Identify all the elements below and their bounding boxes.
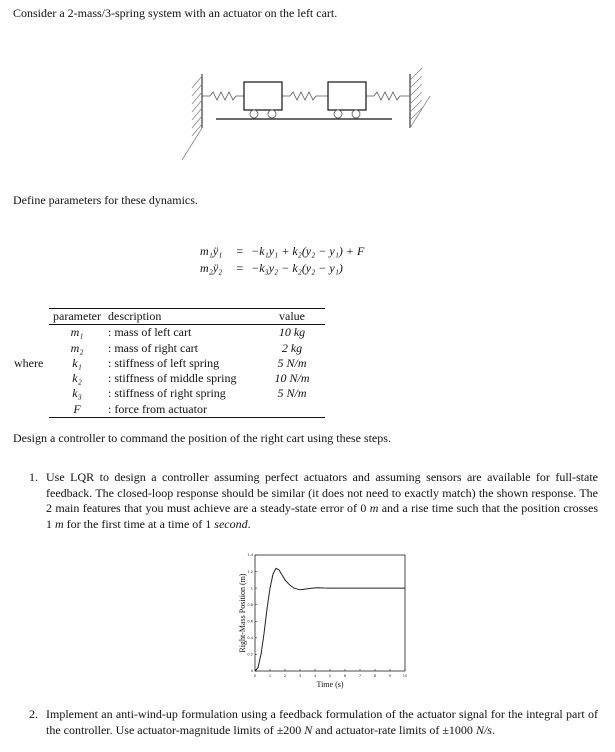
equation-rhs: −k₁y₁ + k₂(y₂ − y₁) + F: [251, 244, 365, 258]
header-value: value: [259, 309, 325, 325]
x-tick-label: 9: [388, 674, 392, 678]
table-row: [14, 402, 325, 418]
right-wall-icon: [410, 68, 430, 128]
param-cell: k₃: [72, 386, 82, 401]
where-label: where: [14, 355, 44, 370]
x-tick-label: 7: [358, 674, 362, 678]
equation-row: [200, 260, 364, 277]
param-cell: k₁: [72, 355, 82, 370]
unit-newton: N: [304, 722, 313, 737]
table-row: [14, 371, 325, 386]
parameter-table: [14, 308, 325, 418]
desc-cell: : stiffness of left spring: [108, 355, 220, 370]
unit-m: m: [55, 516, 64, 531]
table-row: [14, 341, 325, 356]
step-text-run: and a rise time such that the position crosses 1: [46, 501, 598, 531]
desc-cell: : stiffness of middle spring: [108, 371, 237, 386]
table-header-row: [14, 309, 325, 325]
y-tick-label: 0: [250, 669, 253, 674]
unit-second: second: [214, 516, 248, 531]
step-text-run: for the first time at a time of 1: [63, 516, 215, 531]
equation-rel: =: [236, 244, 244, 258]
x-tick-label: 0: [253, 674, 257, 678]
x-tick-label: 2: [283, 674, 287, 678]
table-row: [14, 386, 325, 401]
left-spring-icon: [202, 92, 244, 100]
right-cart-icon: [328, 82, 366, 110]
value-cell: 10 kg: [278, 325, 306, 340]
desc-cell: : mass of left cart: [108, 325, 192, 340]
plot-frame: [255, 555, 405, 671]
table-row: [14, 325, 325, 341]
y-tick-label: 1: [250, 586, 253, 591]
step-text-run: and actuator-rate limits of ±1000: [312, 722, 476, 737]
left-cart-icon: [244, 82, 282, 110]
equation-row: [200, 243, 364, 260]
value-cell: [259, 402, 325, 418]
step-text-run: Use LQR to design a controller assuming perfect actuators and assuming sensors are available for full-state feedback. The closed-loop response should be similar (it does not need to exactly match) the shown response. The 2 main features that you must achieve are a steady-state error of 0: [46, 470, 598, 515]
equation-lhs: m₂ÿ₂: [200, 261, 223, 275]
x-tick-label: 8: [373, 674, 377, 678]
value-cell: 10 N/m: [274, 371, 310, 386]
x-tick-label: 6: [343, 674, 347, 678]
define-text: Define parameters for these dynamics.: [13, 193, 198, 207]
step-text-run: Implement an anti-wind-up formulation using a feedback formulation of the actuator signal for the integral part of the controller. Use actuator-magnitude limits of ±200: [46, 707, 598, 737]
step-2-text: [46, 707, 598, 738]
equation-lhs: m₁ÿ₁: [200, 244, 223, 258]
y-tick-label: 0.8: [247, 602, 253, 607]
param-cell: k₂: [72, 371, 82, 386]
header-parameter: parameter: [49, 309, 105, 325]
desc-cell: : force from actuator: [105, 402, 259, 418]
value-cell: 5 N/m: [277, 355, 307, 370]
middle-spring-icon: [282, 92, 328, 100]
y-tick-label: 0.6: [247, 619, 253, 624]
param-cell: F: [49, 402, 105, 418]
desc-cell: : mass of right cart: [108, 340, 198, 355]
left-wall-icon: [182, 74, 202, 160]
param-cell: m₁: [70, 325, 84, 340]
x-tick-label: 3: [298, 674, 302, 678]
equation-rel: =: [236, 261, 244, 275]
design-text: Design a controller to command the position of the right cart using these steps.: [13, 431, 391, 445]
x-tick-label: 10: [402, 674, 408, 678]
x-tick-label: 4: [313, 674, 317, 678]
y-axis-label: Right-Mass Position (m): [238, 573, 247, 653]
unit-newton-per-second: N/s: [475, 722, 492, 737]
right-spring-icon: [366, 92, 410, 100]
x-tick-label: 1: [268, 674, 272, 678]
desc-cell: : stiffness of right spring: [108, 386, 226, 401]
value-cell: 2 kg: [281, 340, 303, 355]
response-chart: [233, 551, 413, 691]
step-1-text: [46, 470, 598, 532]
mass-spring-diagram: [178, 68, 438, 168]
x-axis-label: Time (s): [316, 680, 344, 689]
unit-m: m: [369, 501, 379, 515]
y-tick-label: 1.4: [247, 553, 253, 558]
value-cell: 5 N/m: [277, 386, 307, 401]
x-tick-label: 5: [328, 674, 332, 678]
step-number: 2.: [29, 707, 38, 721]
y-tick-label: 1.2: [247, 569, 253, 574]
step-text-run: .: [247, 516, 251, 531]
equations-block: [200, 243, 364, 277]
step-text-run: .: [491, 722, 495, 737]
y-tick-label: 0.4: [247, 636, 253, 641]
equation-rhs: −k₃y₂ − k₂(y₂ − y₁): [251, 261, 343, 275]
intro-text: Consider a 2-mass/3-spring system with an actuator on the left cart.: [13, 6, 338, 20]
table-row: [14, 356, 325, 371]
param-cell: m₂: [70, 340, 84, 355]
step-number: 1.: [29, 470, 38, 484]
header-description: description: [105, 309, 259, 325]
y-tick-label: 0.2: [247, 652, 253, 657]
